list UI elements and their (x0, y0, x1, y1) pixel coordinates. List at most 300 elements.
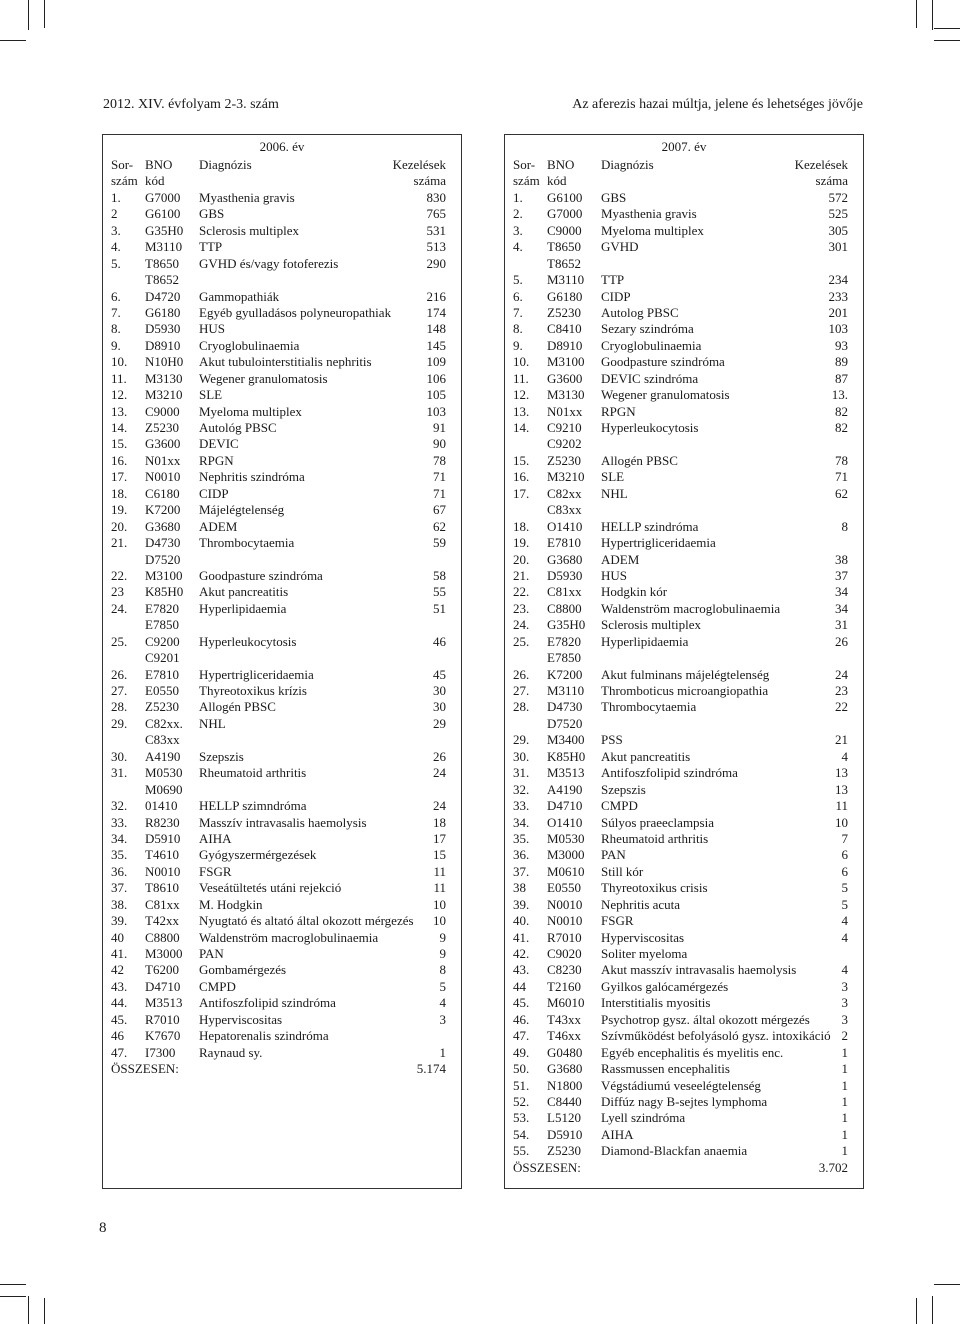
cell-bno-code: M0690 (145, 781, 183, 797)
cell-bno-code: D4720 (145, 288, 181, 304)
table-row (103, 519, 461, 535)
cell-bno-code: T8652 (547, 255, 581, 271)
cell-count: 2 (841, 1028, 848, 1044)
cell-bno-code: G35H0 (547, 617, 586, 633)
cell-number: 6. (111, 288, 121, 304)
cell-number: 12. (111, 387, 128, 403)
table-row (505, 206, 863, 222)
cell-bno-code: G6100 (145, 206, 181, 222)
table-row (103, 1061, 461, 1077)
cell-number: 17. (513, 485, 530, 501)
table-row (505, 864, 863, 880)
cell-count: 1 (841, 1077, 848, 1093)
table-row (103, 289, 461, 305)
table-row (505, 436, 863, 452)
cell-count: 5 (439, 978, 446, 994)
cell-diagnosis: Cryoglobulinaemia (199, 337, 300, 353)
cell-bno-code: T2160 (547, 978, 581, 994)
cell-diagnosis: Interstitialis myositis (601, 995, 711, 1011)
cell-bno-code: G6100 (547, 189, 583, 205)
cell-count: 30 (433, 683, 446, 698)
cell-diagnosis: Akut fulminans májelégtelenség (601, 666, 770, 682)
cell-diagnosis: Myeloma multiplex (601, 222, 704, 238)
cell-bno-code: kód (145, 173, 165, 189)
cell-count: 9 (439, 929, 446, 945)
table-row (505, 716, 863, 732)
cell-bno-code: G7000 (145, 189, 181, 205)
crop-mark-tr-v2 (932, 0, 933, 30)
cell-bno-code: T4610 (145, 847, 179, 863)
cell-number: 8. (513, 321, 523, 337)
table-row (505, 601, 863, 617)
cell-diagnosis: Diagnózis (199, 157, 252, 172)
cell-count: 82 (835, 420, 848, 435)
cell-diagnosis: Sezary szindróma (601, 321, 694, 337)
table-row (103, 223, 461, 239)
cell-bno-code: M0610 (547, 863, 585, 879)
cell-bno-code: N0010 (547, 913, 583, 929)
cell-number: 33. (111, 814, 128, 830)
cell-number: 32. (111, 798, 128, 814)
cell-diagnosis: ADEM (601, 551, 640, 567)
cell-number: 16. (513, 469, 530, 485)
cell-bno-code: G3600 (145, 436, 181, 452)
table-row (505, 305, 863, 321)
table-row (505, 502, 863, 518)
cell-count: 201 (828, 304, 848, 320)
cell-count: 26 (433, 748, 446, 764)
cell-count: 525 (828, 206, 848, 222)
cell-number: 9. (513, 337, 523, 353)
cell-diagnosis: CIDP (601, 288, 631, 304)
table-row (505, 699, 863, 715)
cell-number: 19. (513, 535, 530, 551)
table-row (103, 634, 461, 650)
table-row (103, 897, 461, 913)
cell-count: 4 (841, 929, 848, 945)
table-row (505, 897, 863, 913)
cell-diagnosis: Nyugtató és altató által okozott mérgezés (199, 913, 414, 929)
cell-diagnosis: Waldenström macroglobulinaemia (199, 929, 379, 945)
cell-count: 55 (433, 584, 446, 600)
cell-diagnosis: Autológ PBSC (199, 420, 277, 435)
cell-count: 67 (433, 502, 446, 518)
cell-bno-code: kód (547, 173, 567, 189)
cell-count: 91 (433, 420, 446, 435)
table-row (103, 667, 461, 683)
cell-bno-code: 01410 (145, 798, 178, 814)
cell-count: 62 (835, 485, 848, 501)
cell-count: 4 (841, 913, 848, 929)
cell-number: 23. (513, 600, 530, 616)
cell-number: 11. (513, 370, 529, 386)
cell-count: 6 (841, 847, 848, 863)
cell-diagnosis: Diamond-Blackfan anaemia (601, 1143, 748, 1159)
cell-diagnosis: M. Hodgkin (199, 896, 263, 912)
cell-number: 22. (111, 567, 128, 583)
cell-diagnosis: Waldenström macroglobulinaemia (601, 600, 781, 616)
cell-bno-code: C9201 (145, 650, 180, 666)
cell-number: 39. (513, 896, 530, 912)
cell-number: 25. (111, 633, 128, 649)
cell-number: 5. (111, 255, 121, 271)
cell-number: 24. (513, 617, 530, 633)
cell-bno-code: E0550 (145, 683, 179, 698)
table-row (103, 880, 461, 896)
cell-bno-code: T43xx (547, 1011, 581, 1027)
cell-count: 7 (841, 830, 848, 846)
cell-diagnosis: Thyreotoxikus crisis (601, 880, 708, 896)
cell-bno-code: N01xx (145, 452, 181, 468)
cell-bno-code: C9000 (145, 403, 180, 419)
table-row (103, 387, 461, 403)
cell-number: Sor- (111, 157, 134, 172)
cell-count: 8 (841, 518, 848, 534)
cell-number: 46 (111, 1028, 124, 1044)
cell-bno-code: C9200 (145, 633, 180, 649)
cell-count: 24 (433, 798, 446, 814)
cell-number: 10. (111, 354, 128, 370)
table-row (505, 519, 863, 535)
table-row (505, 946, 863, 962)
cell-diagnosis: Allogén PBSC (601, 452, 678, 468)
cell-count: 13. (831, 387, 848, 403)
cell-bno-code: N0010 (547, 896, 583, 912)
cell-bno-code: K85H0 (547, 748, 586, 764)
cell-number: Sor- (513, 157, 536, 172)
cell-diagnosis: Wegener granulomatosis (199, 370, 328, 386)
cell-diagnosis: CMPD (601, 798, 638, 814)
cell-diagnosis: Szepszis (601, 781, 646, 797)
cell-number: 4. (111, 239, 121, 255)
cell-diagnosis: Goodpasture szindróma (601, 354, 725, 370)
cell-bno-code: BNO (145, 157, 173, 172)
cell-diagnosis: DEVIC (199, 436, 239, 452)
table-row (505, 749, 863, 765)
cell-diagnosis: Hyperviscositas (601, 929, 685, 945)
table-row (505, 535, 863, 551)
cell-number: 50. (513, 1061, 530, 1077)
cell-number: 44 (513, 978, 526, 994)
table-row (505, 239, 863, 255)
cell-bno-code: Z5230 (547, 304, 581, 320)
cell-count: 145 (426, 337, 446, 353)
table-row (103, 354, 461, 370)
cell-count: 87 (835, 370, 848, 386)
table-row (103, 831, 461, 847)
cell-diagnosis: Súlyos praeeclampsia (601, 814, 714, 830)
cell-number: 29. (513, 732, 530, 748)
table-row (505, 469, 863, 485)
cell-bno-code: C9000 (547, 222, 582, 238)
cell-bno-code: M3130 (145, 370, 183, 386)
cell-diagnosis: Wegener granulomatosis (601, 387, 730, 403)
table-row (505, 387, 863, 403)
cell-number: 11. (111, 370, 127, 386)
crop-mark-bl-v2 (44, 1298, 45, 1324)
cell-diagnosis: Sclerosis multiplex (601, 617, 702, 633)
cell-bno-code: C82xx. (145, 715, 183, 731)
cell-count: 572 (828, 189, 848, 205)
table-row (103, 420, 461, 436)
cell-count: 89 (835, 354, 848, 370)
table-row (103, 995, 461, 1011)
table-row (103, 305, 461, 321)
cell-number: 14. (111, 420, 128, 435)
crop-mark-bl-h2 (0, 1296, 26, 1297)
cell-diagnosis: SLE (601, 469, 625, 485)
cell-bno-code: M3100 (145, 567, 183, 583)
table-row (505, 404, 863, 420)
table-row (505, 815, 863, 831)
table-row (103, 256, 461, 272)
cell-count: 1 (439, 1044, 446, 1060)
table-row (505, 913, 863, 929)
cell-bno-code: C6180 (145, 485, 180, 501)
cell-count: 15 (433, 847, 446, 863)
cell-number: 36. (513, 847, 530, 863)
cell-count: 38 (835, 551, 848, 567)
cell-count: 174 (426, 304, 446, 320)
cell-diagnosis: Veseátültetés utáni rejekció (199, 880, 342, 896)
cell-count: 103 (828, 321, 848, 337)
cell-diagnosis: CIDP (199, 485, 229, 501)
cell-count: 10 (433, 913, 446, 929)
table-row (103, 239, 461, 255)
cell-number: ÖSSZESEN: (513, 1159, 581, 1175)
cell-count: 1 (841, 1044, 848, 1060)
cell-bno-code: G35H0 (145, 222, 184, 238)
table-row (505, 584, 863, 600)
cell-diagnosis: GBS (199, 206, 225, 222)
cell-number: 42 (111, 962, 124, 978)
cell-number: 18. (111, 485, 128, 501)
crop-mark-tl-h (0, 40, 26, 41)
table-row (505, 256, 863, 272)
cell-count: 31 (835, 617, 848, 633)
cell-count: száma (815, 173, 848, 189)
cell-count: 24 (433, 765, 446, 781)
cell-number: 31. (111, 765, 128, 781)
cell-bno-code: T8650 (547, 239, 581, 255)
cell-bno-code: T42xx (145, 913, 179, 929)
cell-diagnosis: FSGR (199, 863, 232, 879)
cell-number: 17. (111, 469, 128, 485)
cell-bno-code: M3513 (145, 995, 183, 1011)
cell-number: 10. (513, 354, 530, 370)
cell-diagnosis: Akut pancreatitis (601, 748, 691, 764)
table-row (103, 930, 461, 946)
cell-bno-code: G6180 (547, 288, 583, 304)
cell-count: 4 (841, 962, 848, 978)
cell-count: 234 (828, 272, 848, 288)
cell-number: 5. (513, 272, 523, 288)
cell-bno-code: Z5230 (145, 420, 179, 435)
cell-number: 7. (111, 304, 121, 320)
cell-count: 82 (835, 403, 848, 419)
table-row (103, 815, 461, 831)
cell-bno-code: O1410 (547, 814, 583, 830)
cell-bno-code: G3680 (547, 551, 583, 567)
cell-bno-code: N1800 (547, 1077, 583, 1093)
cell-diagnosis: AIHA (601, 1126, 634, 1142)
table-row (505, 420, 863, 436)
cell-number: 49. (513, 1044, 530, 1060)
table-row (505, 289, 863, 305)
cell-diagnosis: Antifoszfolipid szindróma (601, 765, 738, 781)
cell-count: 11 (433, 863, 446, 879)
cell-number: 36. (111, 863, 128, 879)
cell-bno-code: O1410 (547, 518, 583, 534)
table-row (505, 354, 863, 370)
cell-count: 531 (426, 222, 446, 238)
cell-count: 45 (433, 666, 446, 682)
cell-diagnosis: Psychotrop gysz. által okozott mérgezés (601, 1011, 810, 1027)
cell-number: 55. (513, 1143, 530, 1159)
table-row (103, 190, 461, 206)
cell-bno-code: G7000 (547, 206, 583, 222)
table-row (505, 486, 863, 502)
table-row (505, 157, 863, 173)
table-row (103, 683, 461, 699)
cell-count: 1 (841, 1061, 848, 1077)
cell-bno-code: D4710 (145, 978, 181, 994)
table-row (505, 930, 863, 946)
cell-count: 233 (828, 288, 848, 304)
cell-bno-code: BNO (547, 157, 575, 172)
cell-count: 62 (433, 518, 446, 534)
cell-bno-code: M3400 (547, 732, 585, 748)
cell-number: 8. (111, 321, 121, 337)
cell-number: 29. (111, 715, 128, 731)
cell-bno-code: N10H0 (145, 354, 184, 370)
table-row (103, 453, 461, 469)
cell-bno-code: D8910 (145, 337, 181, 353)
table-row (505, 765, 863, 781)
cell-diagnosis: Akut masszív intravasalis haemolysis (601, 962, 797, 978)
cell-diagnosis: Diffúz nagy B-sejtes lymphoma (601, 1093, 768, 1109)
table-row (103, 864, 461, 880)
cell-diagnosis: HELLP szimndróma (199, 798, 307, 814)
cell-diagnosis: Lyell szindróma (601, 1110, 686, 1126)
cell-diagnosis: Akut pancreatitis (199, 584, 289, 600)
table-row (505, 634, 863, 650)
cell-number: 21. (513, 567, 530, 583)
cell-diagnosis: Soliter myeloma (601, 946, 688, 961)
cell-number: 1. (111, 189, 121, 205)
cell-bno-code: G3600 (547, 370, 583, 386)
table-row (505, 173, 863, 189)
cell-bno-code: C8410 (547, 321, 582, 337)
cell-bno-code: N0010 (145, 469, 181, 485)
table-row (505, 847, 863, 863)
cell-count: 5 (841, 880, 848, 896)
cell-diagnosis: Hyperleukocytosis (199, 633, 297, 649)
table-row (505, 321, 863, 337)
cell-number: 25. (513, 633, 530, 649)
table-row (103, 732, 461, 748)
cell-number: 30. (513, 748, 530, 764)
cell-bno-code: A4190 (547, 781, 583, 797)
table-row (103, 716, 461, 732)
cell-bno-code: G6180 (145, 304, 181, 320)
cell-diagnosis: Hyperlipidaemia (601, 633, 689, 649)
cell-bno-code: D4730 (547, 699, 583, 715)
cell-count: 10 (835, 814, 848, 830)
cell-count: 71 (433, 485, 446, 501)
cell-diagnosis: Gammopathiák (199, 288, 280, 304)
table-row (505, 683, 863, 699)
cell-bno-code: T8652 (145, 272, 179, 288)
cell-count: 3 (841, 978, 848, 994)
table-row (505, 1028, 863, 1044)
cell-diagnosis: Rheumatoid arthritis (601, 830, 709, 846)
cell-diagnosis: NHL (601, 485, 628, 501)
cell-number: 22. (513, 584, 530, 600)
cell-count: 3 (841, 1011, 848, 1027)
table-row (505, 979, 863, 995)
table-row (103, 650, 461, 666)
cell-bno-code: D5910 (547, 1126, 583, 1142)
cell-number: 26. (513, 666, 530, 682)
cell-number: 2. (513, 206, 523, 222)
cell-number: 32. (513, 781, 530, 797)
cell-number: 34. (111, 830, 128, 846)
cell-bno-code: M3110 (145, 239, 183, 255)
cell-count: 1 (841, 1110, 848, 1126)
cell-bno-code: C8230 (547, 962, 582, 978)
cell-diagnosis: HUS (601, 567, 628, 583)
table-row (103, 798, 461, 814)
table-row (505, 1045, 863, 1061)
cell-count: 5.174 (416, 1061, 446, 1077)
table-2007 (504, 134, 864, 1189)
cell-bno-code: N0010 (145, 863, 181, 879)
table-row (505, 831, 863, 847)
cell-bno-code: E0550 (547, 880, 581, 896)
table-row (505, 1078, 863, 1094)
cell-bno-code: R7010 (145, 1011, 180, 1027)
table-row (103, 946, 461, 962)
cell-diagnosis: GVHD (601, 239, 639, 255)
cell-number: 18. (513, 518, 530, 534)
cell-diagnosis: Rassmussen encephalitis (601, 1061, 730, 1077)
cell-bno-code: E7850 (547, 650, 581, 666)
cell-diagnosis: Hepatorenalis szindróma (199, 1028, 329, 1044)
cell-bno-code: D5910 (145, 830, 181, 846)
cell-number: 47. (111, 1044, 128, 1060)
table-row (505, 552, 863, 568)
cell-diagnosis: Májelégtelenség (199, 502, 285, 518)
cell-number: 23 (111, 584, 124, 600)
cell-diagnosis: Egyéb encephalitis és myelitis enc. (601, 1044, 784, 1060)
crop-mark-tr-h2 (934, 40, 960, 41)
cell-count: 6 (841, 863, 848, 879)
cell-bno-code: C8800 (547, 600, 582, 616)
cell-number: 39. (111, 913, 128, 929)
cell-diagnosis: Goodpasture szindróma (199, 567, 323, 583)
cell-number: ÖSSZESEN: (111, 1061, 179, 1077)
cell-diagnosis: Thrombocytaemia (601, 699, 697, 715)
cell-number: 54. (513, 1126, 530, 1142)
cell-bno-code: M0530 (547, 830, 585, 846)
cell-number: szám (111, 173, 138, 189)
cell-bno-code: T8650 (145, 255, 179, 271)
crop-mark-tr-v (916, 0, 917, 28)
cell-diagnosis: Myeloma multiplex (199, 403, 302, 419)
table-row (505, 190, 863, 206)
cell-bno-code: M3000 (145, 946, 183, 961)
